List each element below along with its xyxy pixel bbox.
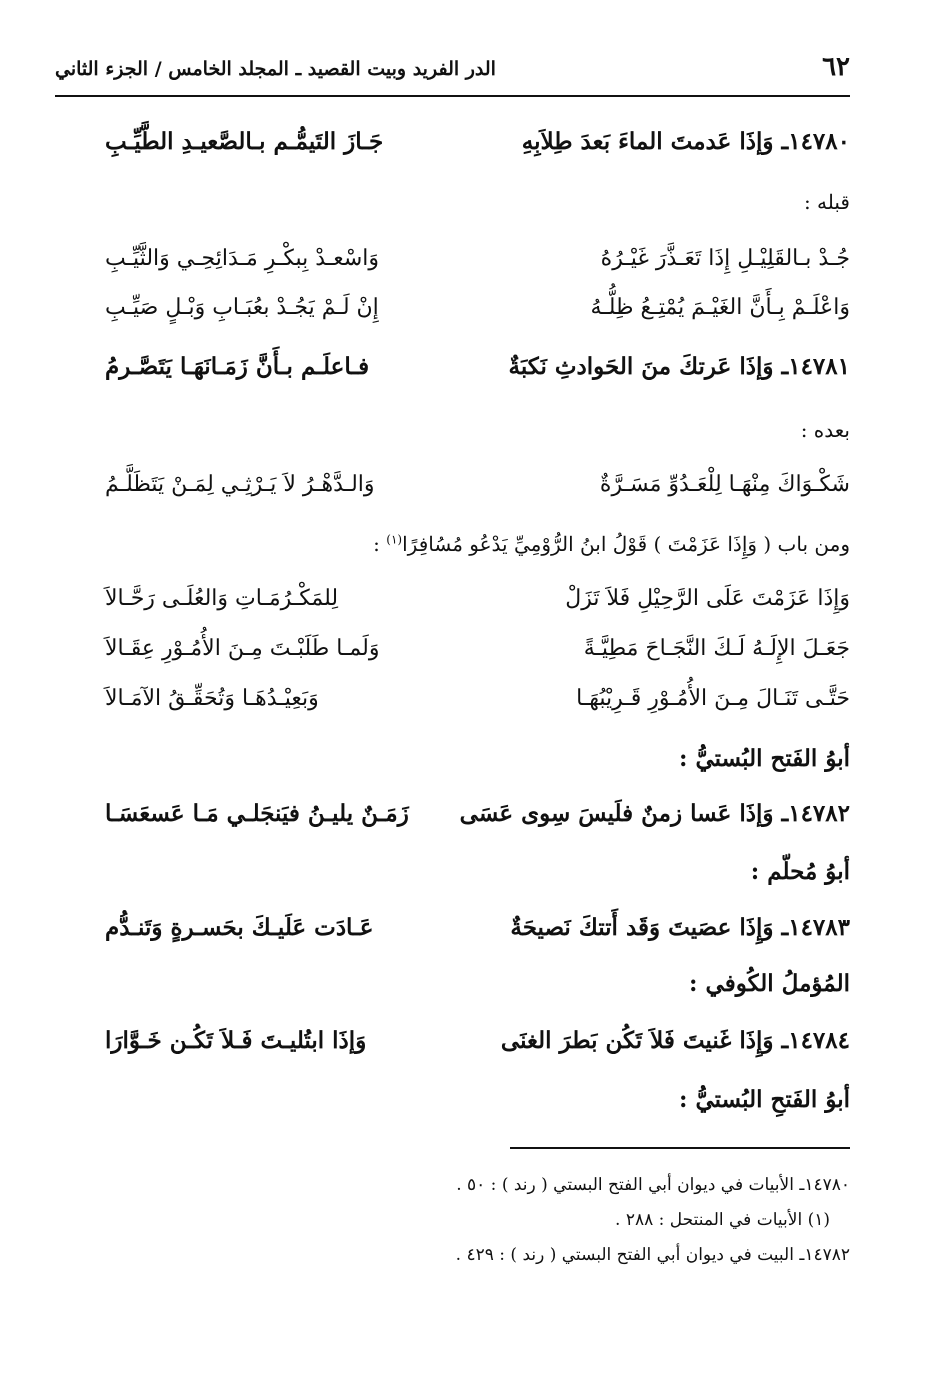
poet-name: أبوُ الفَتحِ البُستيُّ : xyxy=(679,1086,850,1113)
verse-entry-14780 xyxy=(105,128,850,174)
verse-entry-14782 xyxy=(105,800,850,846)
footnote-rule xyxy=(510,1147,850,1149)
section-label-before: قبله : xyxy=(803,190,850,214)
quoted-verse xyxy=(105,636,850,682)
hemistich-first: جُـدْ بـالقَلِيْـلِ إِذَا تَعَـذَّرَ غَيْـرُهُ xyxy=(600,246,850,271)
hemistich-first: جَعَـلَ الإِلَـهُ لَـكَ النَّجَـاحَ مَطِيَّـةً xyxy=(583,636,850,661)
hemistich-second: لِلمَكْـرُمَـاتِ وَالعُلَـى رَحَّـالاَ xyxy=(105,586,339,611)
hemistich-first: شَكْـوَاكَ مِنْهَـا لِلْعَـدُوِّ مَسَـرَّةٌ xyxy=(599,472,850,497)
quoted-verse xyxy=(105,586,850,632)
header-rule xyxy=(55,95,850,97)
hemistich-second: وَبَعِيْـدُهَـا وَتُحَقِّـقُ الآمَـالاَ xyxy=(105,686,319,711)
page-number: ٦٢ xyxy=(822,52,850,82)
hemistich-second: عَـادَت عَلَيـكَ بحَسـرةٍ وَتَنـدُّم xyxy=(105,914,374,941)
poet-name: المُؤملُ الكُوفي : xyxy=(689,970,850,997)
hemistich-first: ١٤٧٨٢ـ وَإذَا عَسا زمنٌ فلَيسَ سِوى عَسَى xyxy=(459,800,850,827)
hemistich-first: وَاعْلَـمْ بِـأَنَّ الغَيْـمَ يُمْتِـعُ ظِلُّـهُ xyxy=(590,295,850,320)
quoted-verse xyxy=(105,246,850,292)
hemistich-second: إِنْ لَـمْ يَجُـدْ بعُبَـابِ وَبْـلٍ صَيِّـبِ xyxy=(105,295,379,320)
quoted-verse xyxy=(105,472,850,518)
footnote: (١) الأبيات في المنتحل : ٢٨٨ . xyxy=(615,1210,830,1230)
hemistich-second: وَلَمـا طَلَبْـتَ مِـنَ الأُمُـوْرِ عِقَـالاَ xyxy=(105,636,380,661)
verse-entry-14783 xyxy=(105,914,850,960)
hemistich-first: ١٤٧٨٤ـ وَإِذَا غَنيتَ فَلاَ تَكُن بَطرَ الغنَى xyxy=(500,1027,850,1054)
page-header xyxy=(55,52,850,92)
hemistich-second: وَاسْعـدْ بِبكْـرِ مَـدَائِحِـي وَالثَّيِّـبِ xyxy=(105,246,380,271)
hemistich-first: حَتَّـى تَنَـالَ مِـنَ الأُمُـوْرِ قَـرِيْبُهَـا xyxy=(576,686,850,711)
footnote-marker: (١) xyxy=(386,532,403,547)
hemistich-second: وَإذَا ابتُليـتَ فَـلاَ تَكُـن خَـوَّارَا xyxy=(105,1027,367,1054)
footnote: ١٤٧٨٠ـ الأبيات في ديوان أبي الفتح البستي ( رند ) : ٥٠ . xyxy=(456,1175,850,1195)
hemistich-first: ١٤٧٨٠ـ وَإذَا عَدمتَ الماءَ بَعدَ طِلاَبِهِ xyxy=(521,128,850,155)
running-title: الدر الفريد وبيت القصيد ـ المجلد الخامس / الجزء الثاني xyxy=(55,58,496,80)
footnote: ١٤٧٨٢ـ البيت في ديوان أبي الفتح البستي ( رند ) : ٤٢٩ . xyxy=(455,1245,850,1265)
hemistich-second: جَـازَ التَيمُّـم بـالصَّعيـدِ الطَّيِّـبِ xyxy=(105,128,384,155)
hemistich-second: وَالـدَّهْـرُ لاَ يَـرْثِـي لِمَـنْ يَتَظَلَّـمُ xyxy=(105,472,375,497)
poet-name: أبوُ مُحلّم : xyxy=(750,858,850,885)
verse-entry-14781 xyxy=(105,353,850,399)
hemistich-first: وَإِذَا عَزَمْتَ عَلَى الرَّحِيْلِ فَلاَ تَزَلْ xyxy=(565,586,850,611)
prose-text: ومن باب ( وَإِذَا عَزَمْتَ ) قَوْلُ ابنُ الرُّوْمِيِّ يَدْعُو مُسُافِرًا xyxy=(402,532,850,556)
hemistich-second: فـاعلَـم بـأَنَّ زَمَـانَهَـا يَتَصَّـرمُ xyxy=(105,353,370,380)
quoted-verse xyxy=(105,686,850,732)
verse-entry-14784 xyxy=(105,1027,850,1073)
hemistich-first: ١٤٧٨٣ـ وَإِذَا عصَيتَ وَقَد أَتتكَ نَصيحَةٌ xyxy=(510,914,850,941)
hemistich-second: زَمَـنٌ يليـنُ فيَنجَلـي مَـا عَسعَسَـا xyxy=(105,800,409,827)
prose-intro xyxy=(373,532,850,556)
section-label-after: بعده : xyxy=(800,418,850,442)
quoted-verse xyxy=(105,295,850,341)
prose-tail: : xyxy=(373,532,387,556)
hemistich-first: ١٤٧٨١ـ وَإذَا عَرتكَ منَ الحَوادثِ نَكبَةٌ xyxy=(508,353,850,380)
poet-name: أبوُ الفَتح البُستيُّ : xyxy=(679,745,850,772)
